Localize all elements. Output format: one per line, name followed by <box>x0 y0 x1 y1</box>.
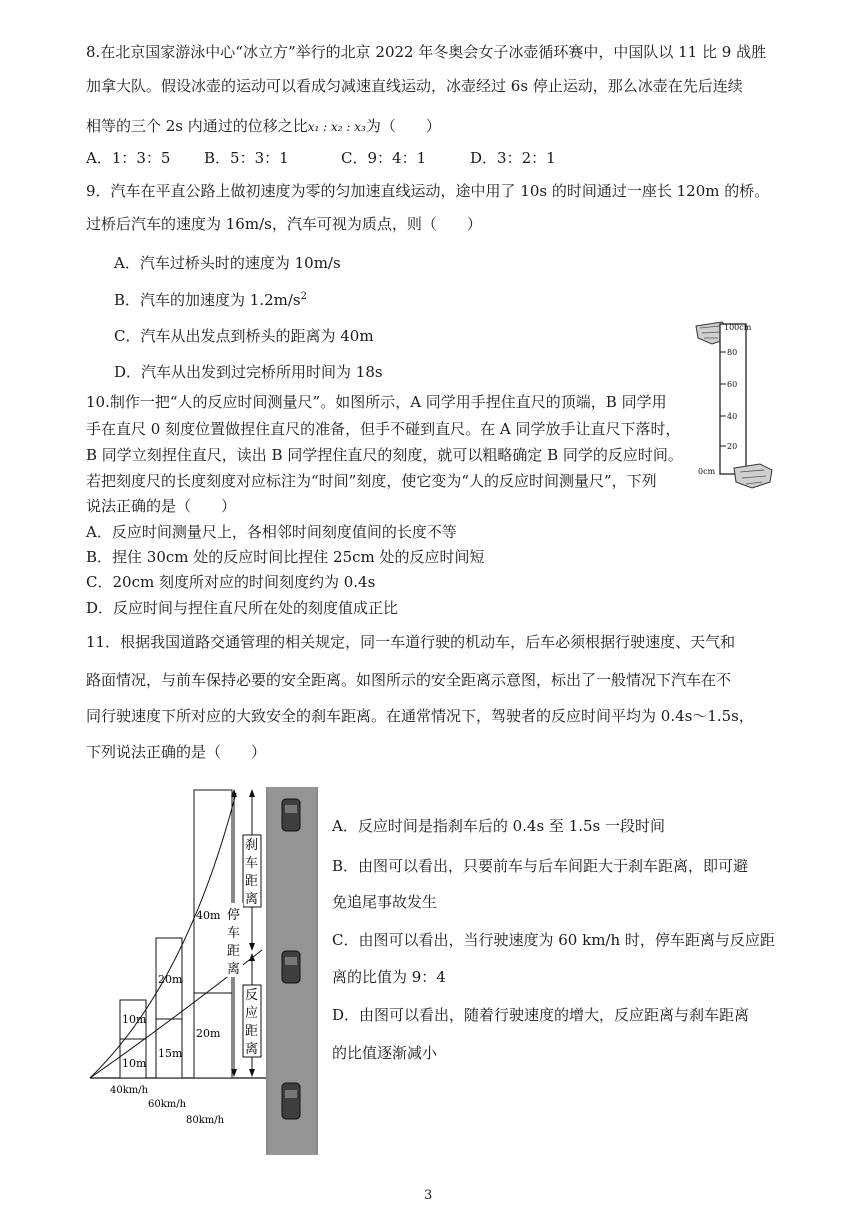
q8-line3 <box>86 116 441 137</box>
bottom-hand-icon <box>734 464 772 488</box>
stopping-char-1: 停 <box>227 908 241 923</box>
q8-option-a: A．1：3：5 <box>86 149 171 167</box>
speed-label-80: 80km/h <box>186 1115 225 1126</box>
q8-line3-pre: 相等的三个 2s 内通过的位移之比 <box>86 117 308 135</box>
stopping-char-3: 距 <box>227 944 241 959</box>
q11-line1: 11．根据我国道路交通管理的相关规定，同一车道行驶的机动车，后车必须根据行驶速度、天气和 <box>86 633 736 651</box>
stopping-char-4: 离 <box>227 962 241 977</box>
ruler-label-20: 20 <box>727 442 738 451</box>
bar-40-reaction: 10m <box>122 1057 147 1070</box>
stopping-char-2: 车 <box>227 926 241 941</box>
q10-option-b: B．捏住 30cm 处的反应时间比捏住 25cm 处的反应时间短 <box>86 548 485 566</box>
braking-char-3: 距 <box>245 874 259 889</box>
page-number: 3 <box>424 1188 433 1203</box>
q8-option-c: C．9：4：1 <box>341 149 427 167</box>
q10-option-d: D．反应时间与捏住直尺所在处的刻度值成正比 <box>86 599 399 617</box>
q9-option-a: A．汽车过桥头时的速度为 10m/s <box>114 254 341 272</box>
ruler-label-100: 100cm <box>724 323 752 332</box>
q9-line1: 9．汽车在平直公路上做初速度为零的匀加速直线运动，途中用了 10s 的时间通过一座长 120m 的桥。 <box>86 182 770 200</box>
braking-char-2: 车 <box>245 856 259 871</box>
q8-line3-post: 为（ ） <box>365 117 441 135</box>
q8-option-b: B．5：3：1 <box>204 149 289 167</box>
safety-distance-diagram <box>86 785 336 1155</box>
q9-option-b-sup: 2 <box>300 291 307 302</box>
q8-line1: 8.在北京国家游泳中心“冰立方”举行的北京 2022 年冬奥会女子冰壶循环赛中，中国队以 11 比 9 战胜 <box>86 43 767 61</box>
reaction-ruler-figure <box>690 318 780 490</box>
bar-60-reaction: 15m <box>158 1047 183 1060</box>
reaction-char-2: 应 <box>245 1006 259 1021</box>
middle-car-icon <box>282 951 300 983</box>
q10-line4: 若把刻度尺的长度刻度对应标注为“时间”刻度，使它变为“人的反应时间测量尺”，下列 <box>86 472 657 490</box>
q10-line2: 手在直尺 0 刻度位置做捏住直尺的准备，但手不碰到直尺。在 A 同学放手让直尺下落时， <box>86 420 681 438</box>
q11-option-a: A．反应时间是指刹车后的 0.4s 至 1.5s 一段时间 <box>332 817 666 835</box>
q9-line2: 过桥后汽车的速度为 16m/s，汽车可视为质点，则（ ） <box>86 215 482 233</box>
bar-80-braking: 40m <box>196 909 221 922</box>
braking-char-1: 刹 <box>245 838 259 853</box>
q8-ratio: x₁ : x₂ : x₃ <box>307 120 366 134</box>
q9-option-c: C．汽车从出发点到桥头的距离为 40m <box>114 327 374 345</box>
bar-60-braking: 20m <box>158 973 183 986</box>
q9-option-b <box>114 290 307 310</box>
speed-label-60: 60km/h <box>148 1099 187 1110</box>
q10-line1: 10.制作一把“人的反应时间测量尺”。如图所示，A 同学用手捏住直尺的顶端，B 同学用 <box>86 393 667 411</box>
q11-line2: 路面情况，与前车保持必要的安全距离。如图所示的安全距离示意图，标出了一般情况下汽车在不 <box>86 671 732 689</box>
q11-option-c-line1: C．由图可以看出，当行驶速度为 60 km/h 时，停车距离与反应距 <box>332 931 775 949</box>
q11-option-b-line2: 免追尾事故发生 <box>332 893 438 911</box>
bar-80-reaction: 20m <box>196 1027 221 1040</box>
speed-label-40: 40km/h <box>110 1085 149 1096</box>
bar-40-braking: 10m <box>122 1013 147 1026</box>
q9-option-d: D．汽车从出发到过完桥所用时间为 18s <box>114 363 383 381</box>
ruler-label-80: 80 <box>727 348 738 357</box>
q8-option-d: D．3：2：1 <box>470 149 556 167</box>
q10-line5: 说法正确的是（ ） <box>86 497 237 515</box>
q10-option-c: C．20cm 刻度所对应的时间刻度约为 0.4s <box>86 573 376 591</box>
q11-line3: 同行驶速度下所对应的大致安全的刹车距离。在通常情况下，驾驶者的反应时间平均为 0.4s～1.5s， <box>86 707 754 725</box>
q11-line4: 下列说法正确的是（ ） <box>86 743 267 761</box>
q11-option-d-line1: D．由图可以看出，随着行驶速度的增大，反应距离与刹车距离 <box>332 1006 750 1024</box>
q9-option-b-text: B．汽车的加速度为 1.2m/s <box>114 291 301 309</box>
q10-line3: B 同学立刻捏住直尺，读出 B 同学捏住直尺的刻度，就可以粗略确定 B 同学的反应时间。 <box>86 446 683 464</box>
reaction-char-1: 反 <box>245 988 259 1003</box>
braking-char-4: 离 <box>245 892 259 907</box>
q11-option-c-line2: 离的比值为 9：4 <box>332 968 446 986</box>
reaction-char-3: 距 <box>245 1024 259 1039</box>
rear-car-icon <box>282 1083 300 1119</box>
ruler-body <box>720 324 746 474</box>
ruler-label-0: 0cm <box>698 467 716 476</box>
q11-option-d-line2: 的比值逐渐减小 <box>332 1044 438 1062</box>
q10-option-a: A．反应时间测量尺上，各相邻时间刻度值间的长度不等 <box>86 523 457 541</box>
front-car-icon <box>282 799 300 831</box>
q8-line2: 加拿大队。假设冰壶的运动可以看成匀减速直线运动，冰壶经过 6s 停止运动，那么冰壶在先后连续 <box>86 77 743 95</box>
reaction-char-4: 离 <box>245 1042 259 1057</box>
ruler-label-40: 40 <box>727 412 738 421</box>
q11-option-b-line1: B．由图可以看出，只要前车与后车间距大于刹车距离，即可避 <box>332 857 749 875</box>
ruler-label-60: 60 <box>727 380 738 389</box>
